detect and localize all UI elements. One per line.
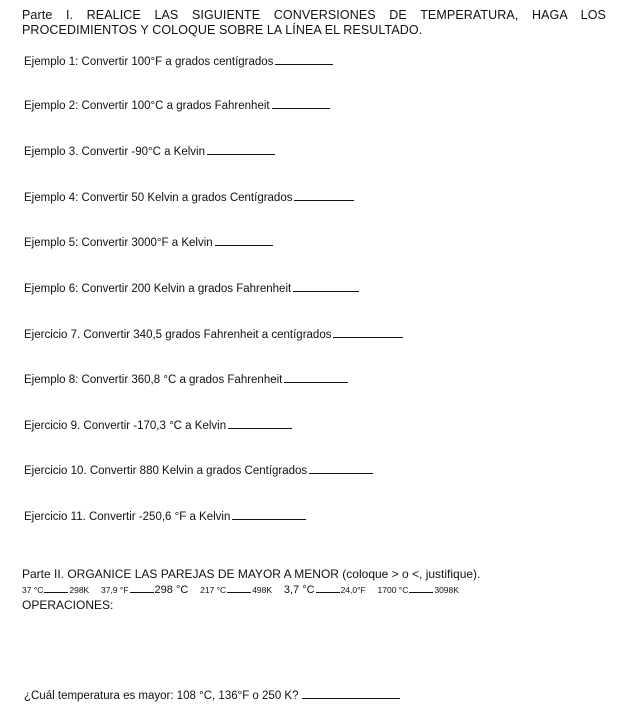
exercise-11 — [24, 509, 306, 524]
exercise-1-text: Ejemplo 1: Convertir 100°F a grados centígrados — [24, 56, 274, 68]
answer-blank-2[interactable] — [272, 98, 330, 109]
question-text: ¿Cuál temperatura es mayor: 108 °C, 136°F o 250 K? — [24, 690, 299, 702]
answer-blank-3[interactable] — [207, 144, 275, 155]
exercise-1 — [24, 54, 333, 69]
question — [24, 688, 400, 703]
pair-3-blank[interactable] — [227, 584, 251, 593]
pair-3-left: 217 °C — [200, 585, 227, 595]
exercise-7 — [24, 327, 403, 342]
answer-blank-8[interactable] — [284, 372, 348, 383]
pair-4-left: 3,7 °C — [283, 584, 315, 596]
pair-4-right: 24,0°F — [340, 585, 366, 595]
pair-1 — [22, 585, 89, 595]
pair-1-left: 37 °C — [22, 585, 44, 595]
pair-5-left: 1700 °C — [377, 585, 409, 595]
exercise-3 — [24, 144, 275, 159]
exercise-7-text: Ejercicio 7. Convertir 340,5 grados Fahrenheit a centígrados — [24, 329, 332, 341]
exercise-5-text: Ejemplo 5: Convertir 3000°F a Kelvin — [24, 237, 213, 249]
exercise-8 — [24, 372, 348, 387]
answer-blank-7[interactable] — [333, 327, 403, 338]
part1-title: Parte I. REALICE LAS SIGUIENTE CONVERSIONES DE TEMPERATURA, HAGA LOS PROCEDIMIENTOS Y COLOQUE SOBRE LA LÍNEA EL RESULTADO. — [22, 8, 606, 37]
exercise-6-text: Ejemplo 6: Convertir 200 Kelvin a grados Fahrenheit — [24, 283, 292, 295]
exercise-11-text: Ejercicio 11. Convertir -250,6 °F a Kelvin — [24, 511, 231, 523]
exercise-10-text: Ejercicio 10. Convertir 880 Kelvin a grados Centígrados — [24, 465, 308, 477]
pair-5-right: 3098K — [434, 585, 459, 595]
pair-1-blank[interactable] — [44, 584, 68, 593]
answer-blank-11[interactable] — [232, 509, 306, 520]
pair-2-blank[interactable] — [130, 584, 154, 593]
answer-blank-6[interactable] — [293, 281, 359, 292]
exercise-4-text: Ejemplo 4: Convertir 50 Kelvin a grados Centígrados — [24, 192, 293, 204]
pair-2-right: 298 °C — [154, 584, 189, 596]
pair-4-blank[interactable] — [316, 584, 340, 593]
answer-blank-5[interactable] — [215, 235, 273, 246]
part2-title: Parte II. ORGANICE LAS PAREJAS DE MAYOR A MENOR (coloque > o <, justifique). — [22, 567, 481, 581]
exercise-8-text: Ejemplo 8: Convertir 360,8 °C a grados Fahrenheit — [24, 374, 283, 386]
answer-blank-4[interactable] — [294, 190, 354, 201]
pair-3 — [200, 585, 272, 595]
pair-1-right: 298K — [69, 585, 90, 595]
pair-5-blank[interactable] — [409, 584, 433, 593]
pair-3-right: 498K — [252, 585, 273, 595]
exercise-6 — [24, 281, 359, 296]
pairs-row — [22, 584, 459, 596]
answer-blank-10[interactable] — [309, 463, 373, 474]
exercise-9-text: Ejercicio 9. Convertir -170,3 °C a Kelvin — [24, 420, 227, 432]
exercise-5 — [24, 235, 273, 250]
exercise-10 — [24, 463, 373, 478]
operations-label: OPERACIONES: — [22, 598, 114, 612]
exercise-2-text: Ejemplo 2: Convertir 100°C a grados Fahrenheit — [24, 100, 270, 112]
answer-blank-1[interactable] — [275, 54, 333, 65]
exercise-3-text: Ejemplo 3. Convertir -90°C a Kelvin — [24, 146, 206, 158]
pair-5 — [378, 585, 459, 595]
answer-blank-9[interactable] — [228, 418, 292, 429]
exercise-9 — [24, 418, 292, 433]
question-answer-blank[interactable] — [302, 688, 400, 699]
pair-2 — [101, 585, 188, 595]
exercise-2 — [24, 98, 330, 113]
exercise-4 — [24, 190, 354, 205]
pair-2-left: 37,9 °F — [101, 585, 129, 595]
pair-4 — [284, 585, 366, 595]
